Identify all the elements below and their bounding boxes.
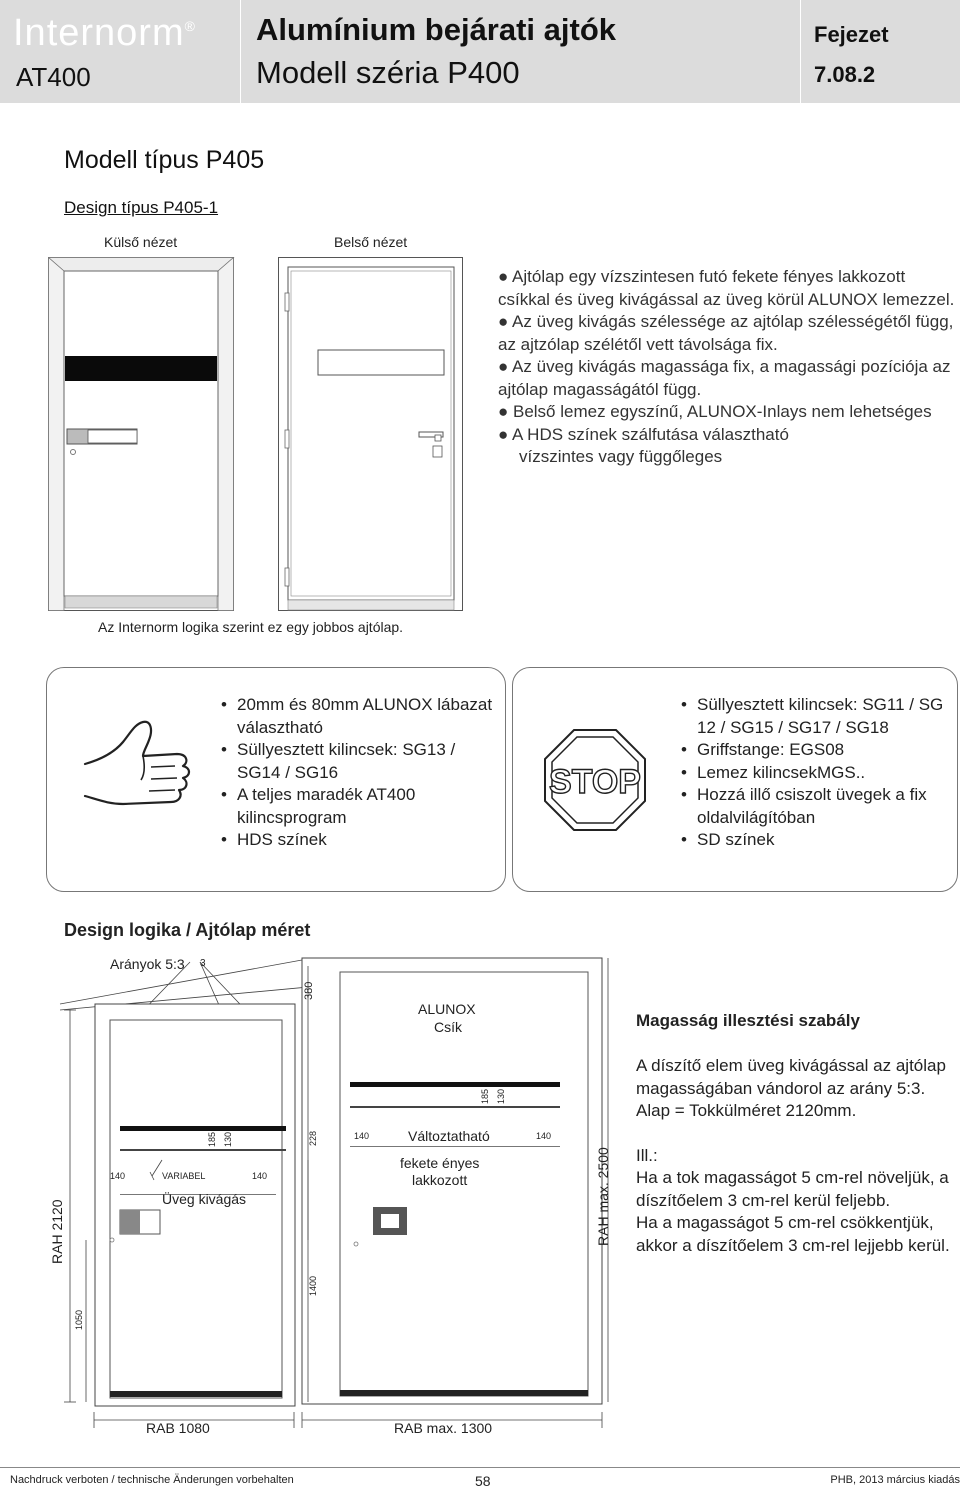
thumbs-up-icon [79, 720, 197, 810]
dim-1400: 1400 [308, 1275, 318, 1296]
feature-list [498, 266, 960, 469]
door-drawings [48, 257, 464, 612]
allowed-options-list [221, 694, 501, 852]
inner-view-label: Belső nézet [334, 234, 408, 250]
design-type-heading: Design típus P405-1 [64, 198, 219, 217]
page-title: Modell típus P405 [64, 146, 265, 174]
alunox-label: ALUNOX [418, 1001, 476, 1017]
ratio-mark: 3 [200, 958, 206, 969]
black-stripe [65, 356, 217, 381]
page-header [0, 0, 960, 103]
footer-edition: PHB, 2013 március kiadás [830, 1474, 960, 1486]
not-allowed-options-panel [512, 667, 958, 892]
outer-view-label: Külső nézet [104, 234, 178, 250]
variable-label: Változtatható [408, 1128, 490, 1144]
not-allowed-item: • Hozzá illő csiszolt üvegek a fix oldalvilágítóban [681, 784, 953, 829]
allowed-item: • A teljes maradék AT400 kilincsprogram [221, 784, 501, 829]
header-title: Alumínium bejárati ajtók [256, 12, 617, 47]
height-rule-title: Magasság illesztési szabály [636, 1011, 860, 1030]
allowed-item: • Süllyesztett kilincsek: SG13 / SG14 / SG16 [221, 739, 501, 784]
design-logic-title: Design logika / Ajtólap méret [64, 920, 311, 940]
height-rule-spacer [636, 1123, 960, 1145]
dim-185: 185 [207, 1131, 217, 1147]
dim-1050: 1050 [74, 1309, 84, 1330]
lacquer-label: fekete ényes [400, 1155, 480, 1171]
footer-legal: Nachdruck verboten / technische Änderungen vorbehalten [10, 1474, 294, 1486]
feature-item: vízszintes vagy függőleges [519, 447, 723, 466]
allowed-item: • HDS színek [221, 829, 501, 852]
height-rule-line: Ha a tok magasságot 5 cm-rel növeljük, a díszítőelem 3 cm-rel kerül feljebb. [636, 1168, 949, 1210]
dim-130: 130 [223, 1131, 233, 1147]
not-allowed-item: • Griffstange: EGS08 [681, 739, 953, 762]
feature-item: ● Az üveg kivágás szélessége az ajtólap szélességétől függ, az ajtzólap szélétől vett távolsága fix. [498, 312, 954, 354]
dim-228: 228 [308, 1130, 318, 1146]
rah-2120-label: RAH 2120 [49, 1199, 65, 1264]
ratio-label: Arányok 5:3 [110, 956, 185, 972]
header-subtitle: Modell széria P400 [256, 55, 520, 90]
page-number: 58 [475, 1473, 491, 1489]
inner-door-drawing [279, 258, 463, 611]
header-divider [800, 0, 801, 103]
dimension-drawing [40, 950, 630, 1450]
feature-item: ● Belső lemez egyszínű, ALUNOX-Inlays nem lehetséges [498, 402, 932, 421]
dim-130: 130 [496, 1088, 506, 1104]
allowed-options-panel [46, 667, 506, 892]
brand-name: Internorm [13, 12, 185, 54]
rab-1080-label: RAB 1080 [146, 1420, 210, 1436]
height-rule-line: A díszítő elem üveg kivágással az ajtólap magasságában vándorol az arány 5:3. [636, 1056, 946, 1098]
variabel-label: VARIABEL [162, 1171, 206, 1181]
height-rule-line: Alap = Tokkülméret 2120mm. [636, 1101, 857, 1120]
allowed-item: • 20mm és 80mm ALUNOX lábazat választható [221, 694, 501, 739]
feature-item: ● A HDS színek szálfutása választható [498, 424, 789, 444]
not-allowed-item: • SD színek [681, 829, 953, 852]
feature-item: ● Az üveg kivágás magassága fix, a magassági pozíciója az ajtólap magasságától függ. [498, 357, 951, 399]
rab-max-1300-label: RAB max. 1300 [394, 1420, 493, 1436]
dim-380: 380 [303, 981, 315, 1000]
chapter-number: 7.08.2 [814, 62, 876, 87]
footer-divider [0, 1467, 960, 1468]
registered-mark: ® [184, 18, 196, 34]
stop-sign-icon [543, 728, 647, 832]
dim-140: 140 [110, 1171, 126, 1181]
dim-140: 140 [354, 1131, 370, 1141]
alunox-stripe-label: Csík [434, 1019, 462, 1035]
header-divider [240, 0, 241, 103]
rah-max-2500-label: RAH max. 2500 [595, 1147, 611, 1246]
not-allowed-item: • Süllyesztett kilincsek: SG11 / SG 12 / SG15 / SG17 / SG18 [681, 694, 953, 739]
height-rule-line: Ill.: [636, 1145, 658, 1165]
door-caption: Az Internorm logika szerint ez egy jobbos ajtólap. [98, 619, 404, 635]
lacquer-label-2: lakkozott [412, 1172, 468, 1188]
dim-140: 140 [536, 1131, 552, 1141]
model-code: AT400 [16, 62, 91, 92]
feature-item: ● Ajtólap egy vízszintesen futó fekete fényes lakkozott csíkkal és üveg kivágással az üveg körül ALUNOX lemezzel. [498, 267, 955, 309]
chapter-label: Fejezet [814, 22, 889, 47]
brand-logo [13, 12, 196, 55]
dim-140: 140 [252, 1171, 268, 1181]
glass-cut-label: Üveg kivágás [162, 1191, 247, 1207]
not-allowed-item: • Lemez kilincsekMGS.. [681, 762, 953, 785]
outer-door-drawing [49, 258, 234, 611]
height-rule-text [636, 1055, 960, 1257]
dim-185: 185 [480, 1088, 490, 1104]
not-allowed-options-list [681, 694, 953, 852]
height-rule-line: Ha a magasságot 5 cm-rel csökkentjük, akkor a díszítőelem 3 cm-rel lejjebb kerül. [636, 1213, 950, 1255]
stop-text: STOP [549, 763, 641, 801]
